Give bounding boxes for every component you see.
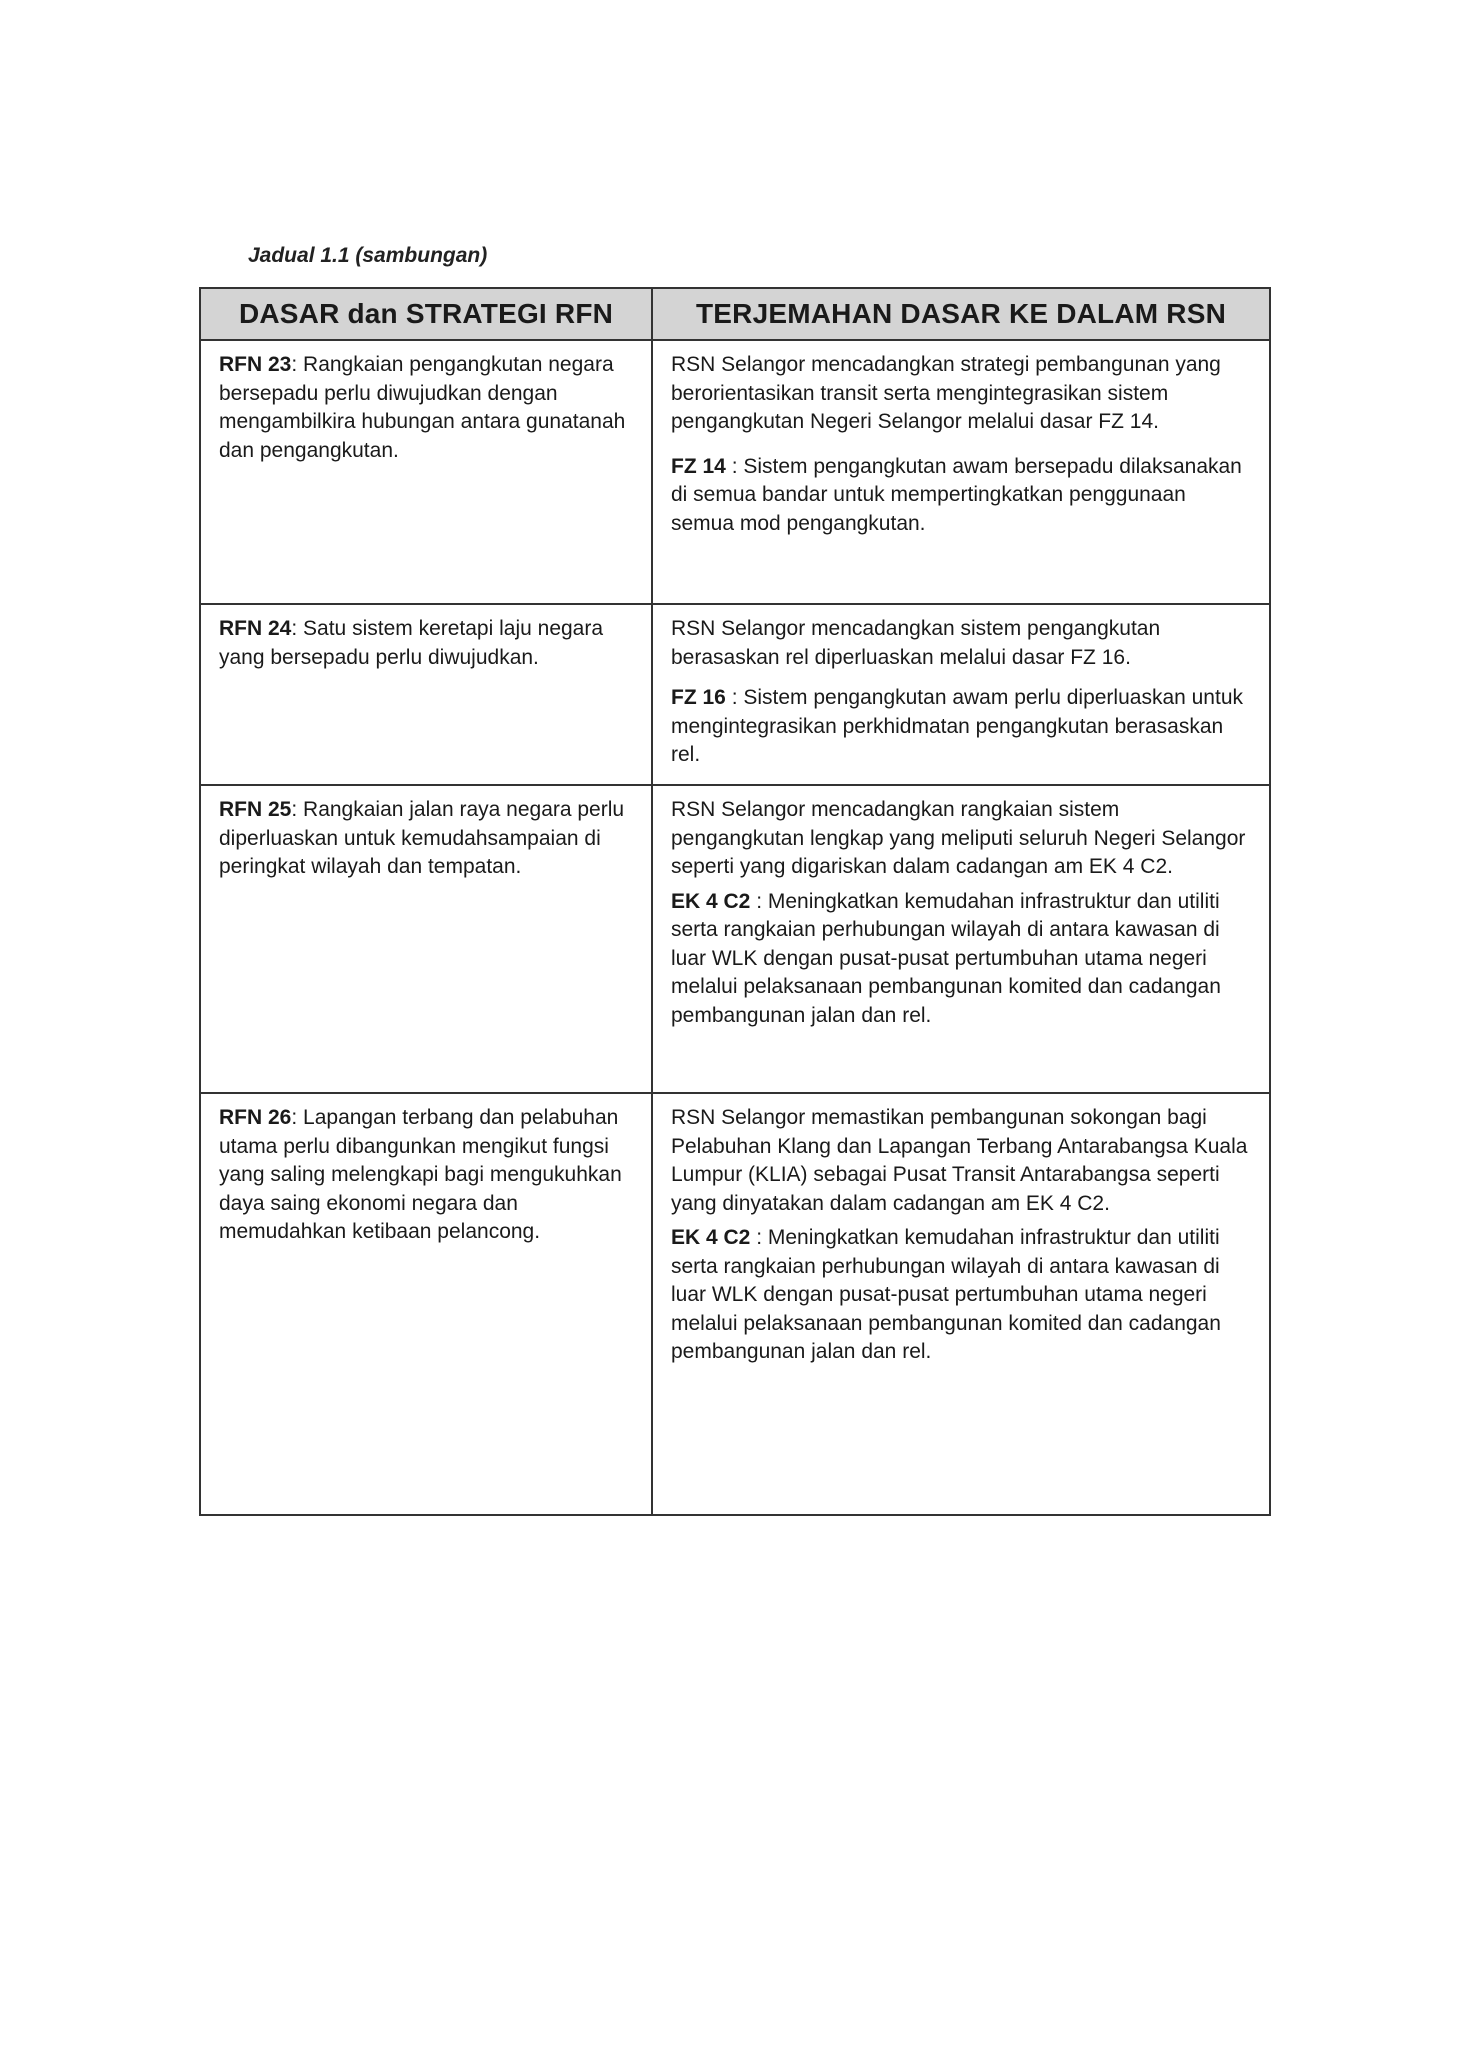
rsn-cell: [652, 340, 1270, 604]
rfn-statement: [219, 615, 635, 672]
table-caption: Jadual 1.1 (sambungan): [248, 244, 488, 267]
policy-code: EK 4 C2: [671, 889, 751, 913]
header-dasar-strategi-rfn: DASAR dan STRATEGI RFN: [200, 288, 652, 340]
rfn-cell: [200, 785, 652, 1093]
rfn-code: RFN 26: [219, 1106, 292, 1129]
header-terjemahan-dasar-rsn: TERJEMAHAN DASAR KE DALAM RSN: [652, 288, 1270, 340]
rfn-code: RFN 23: [219, 353, 292, 376]
rsn-cell: [652, 785, 1270, 1093]
rfn-statement: [219, 796, 635, 882]
rsn-text: RSN Selangor mencadangkan sistem pengangkutan berasaskan rel diperluaskan melalui dasar FZ 16.: [671, 617, 1161, 669]
table-header-row: [200, 288, 1270, 340]
rsn-text: RSN Selangor mencadangkan strategi pembangunan yang berorientasikan transit serta mengintegrasikan sistem pengangkutan Negeri Selangor melalui dasar FZ 14.: [671, 353, 1221, 433]
rsn-policy-paragraph: [671, 1224, 1253, 1367]
policy-text: : Meningkatkan kemudahan infrastruktur dan utiliti serta rangkaian perhubungan wilayah di antara kawasan di luar WLK dengan pusat-pusat pertumbuhan utama negeri melalui pelaksanaan pembangunan komited dan cadangan pembangunan jalan dan rel.: [671, 889, 1221, 1027]
table-row: [200, 604, 1270, 785]
policy-text: : Meningkatkan kemudahan infrastruktur dan utiliti serta rangkaian perhubungan wilayah di antara kawasan di luar WLK dengan pusat-pusat pertumbuhan utama negeri melalui pelaksanaan pembangunan komited dan cadangan pembangunan jalan dan rel.: [671, 1226, 1221, 1363]
policy-table: [199, 287, 1271, 1516]
rfn-text: : Lapangan terbang dan pelabuhan utama perlu dibangunkan mengikut fungsi yang saling melengkapi bagi mengukuhkan daya saing ekonomi negara dan memudahkan ketibaan pelancong.: [219, 1106, 622, 1243]
rfn-code: RFN 25: [219, 798, 292, 821]
rfn-cell: [200, 604, 652, 785]
rsn-paragraph: [671, 1104, 1253, 1218]
rfn-statement: [219, 1104, 635, 1247]
rsn-policy-paragraph: [671, 684, 1253, 770]
rsn-paragraph: [671, 351, 1253, 437]
rfn-code: RFN 24: [219, 617, 292, 640]
rfn-statement: [219, 351, 635, 465]
rsn-paragraph: [671, 796, 1253, 882]
rsn-paragraph: [671, 615, 1253, 672]
policy-code: FZ 16: [671, 686, 726, 709]
rfn-cell: [200, 340, 652, 604]
rfn-cell: [200, 1093, 652, 1515]
policy-text: : Sistem pengangkutan awam perlu diperluaskan untuk mengintegrasikan perkhidmatan pengangkutan berasaskan rel.: [671, 686, 1244, 766]
rsn-text: RSN Selangor mencadangkan rangkaian sistem pengangkutan lengkap yang meliputi seluruh Negeri Selangor seperti yang digariskan dalam cadangan am EK 4 C2.: [671, 798, 1246, 878]
table-row: [200, 340, 1270, 604]
policy-code: EK 4 C2: [671, 1226, 751, 1249]
rfn-text: : Rangkaian pengangkutan negara bersepadu perlu diwujudkan dengan mengambilkira hubungan antara gunatanah dan pengangkutan.: [219, 353, 626, 462]
rsn-cell: [652, 1093, 1270, 1515]
rsn-policy-paragraph: [671, 888, 1253, 1031]
rfn-text: : Rangkaian jalan raya negara perlu diperluaskan untuk kemudahsampaian di peringkat wilayah dan tempatan.: [219, 798, 625, 878]
table-row: [200, 1093, 1270, 1515]
policy-text: : Sistem pengangkutan awam bersepadu dilaksanakan di semua bandar untuk mempertingkatkan penggunaan semua mod pengangkutan.: [671, 454, 1242, 535]
rsn-policy-paragraph: [671, 453, 1253, 539]
rfn-text: : Satu sistem keretapi laju negara yang bersepadu perlu diwujudkan.: [219, 617, 604, 669]
table-row: [200, 785, 1270, 1093]
policy-code: FZ 14: [671, 454, 726, 478]
rsn-cell: [652, 604, 1270, 785]
rsn-text: RSN Selangor memastikan pembangunan sokongan bagi Pelabuhan Klang dan Lapangan Terbang Antarabangsa Kuala Lumpur (KLIA) sebagai Pusat Transit Antarabangsa seperti yang dinyatakan dalam cadangan am EK 4 C2.: [671, 1106, 1248, 1215]
